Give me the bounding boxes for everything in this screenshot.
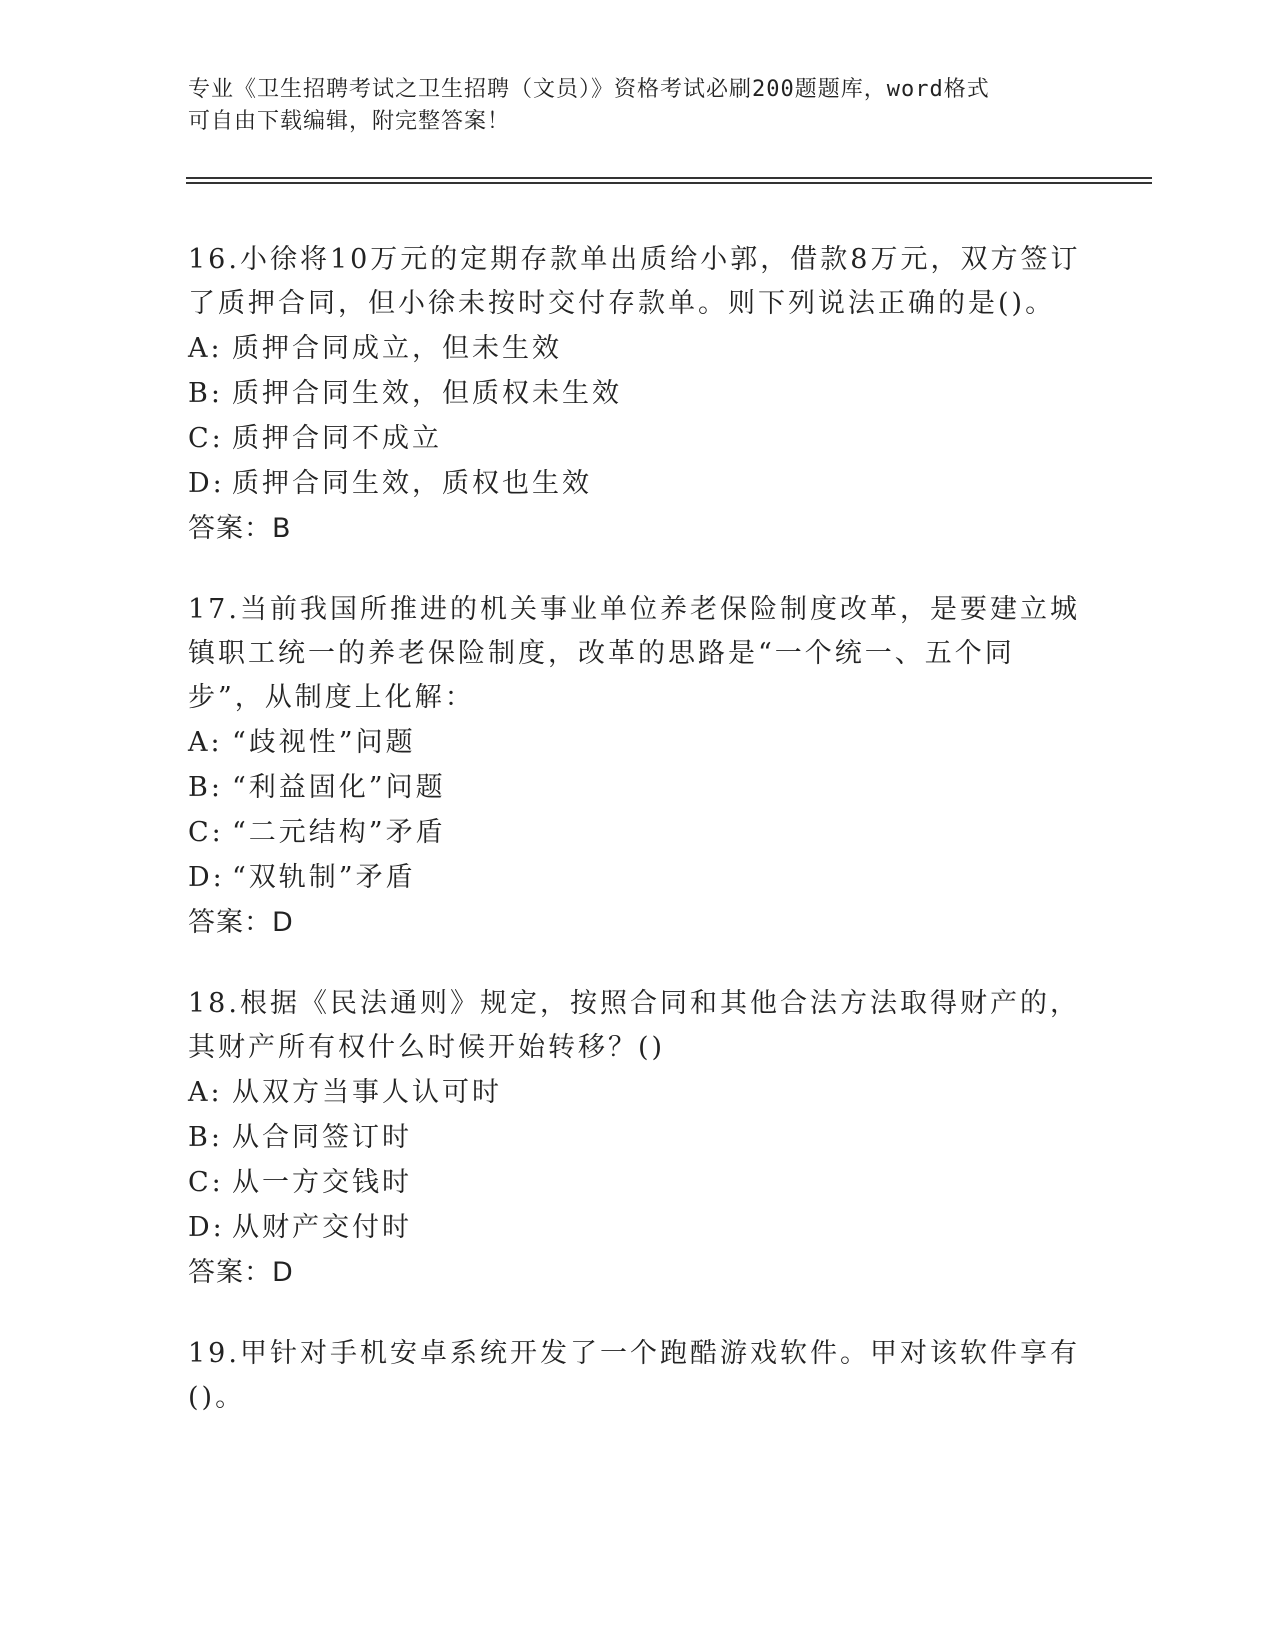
question-19 [188,1332,1088,1420]
option-text: “二元结构”矛盾 [232,817,446,848]
question-18 [188,982,1088,1295]
question-text: 16.小徐将10万元的定期存款单出质给小郭，借款8万元，双方签订了质押合同，但小徐未按时交付存款单。则下列说法正确的是()。 [188,244,1081,319]
option-text: 质押合同成立，但未生效 [232,333,562,364]
option-letter: D: [188,862,225,893]
option-text: “利益固化”问题 [232,772,446,803]
question-text: 17.当前我国所推进的机关事业单位养老保险制度改革，是要建立城镇职工统一的养老保险制度，改革的思路是“一个统一、五个同步”，从制度上化解： [188,594,1080,713]
question-list [188,238,1088,1457]
document-header [188,74,1088,138]
option-letter: C: [188,423,224,454]
option-letter: A: [188,727,223,758]
option-d [188,461,1088,506]
option-d [188,855,1088,900]
option-letter: B: [188,1122,223,1153]
header-line-1: 专业《卫生招聘考试之卫生招聘（文员）》资格考试必刷200题题库，word格式 [188,77,990,102]
option-letter: A: [188,1077,223,1108]
header-divider-bottom [186,182,1152,184]
option-b [188,1115,1088,1160]
option-text: “双轨制”矛盾 [232,862,416,893]
answer: 答案：D [188,907,294,938]
option-letter: C: [188,1167,224,1198]
option-text: 质押合同不成立 [232,423,442,454]
option-text: 从一方交钱时 [232,1167,412,1198]
option-letter: D: [188,1212,225,1243]
option-letter: B: [188,772,223,803]
option-c [188,810,1088,855]
answer: 答案：D [188,1257,294,1288]
option-text: 从财产交付时 [232,1212,412,1243]
answer: 答案：B [188,513,292,544]
option-letter: B: [188,378,223,409]
option-a [188,326,1088,371]
option-a [188,720,1088,765]
option-c [188,1160,1088,1205]
question-text: 19.甲针对手机安卓系统开发了一个跑酷游戏软件。甲对该软件享有()。 [188,1338,1080,1413]
option-letter: C: [188,817,224,848]
option-text: 从双方当事人认可时 [232,1077,502,1108]
option-b [188,765,1088,810]
question-text: 18.根据《民法通则》规定，按照合同和其他合法方法取得财产的，其财产所有权什么时候开始转移？() [188,988,1080,1063]
option-letter: A: [188,333,223,364]
header-divider-top [186,177,1152,179]
option-text: 质押合同生效，质权也生效 [232,468,592,499]
option-a [188,1070,1088,1115]
option-c [188,416,1088,461]
option-text: “歧视性”问题 [232,727,416,758]
option-letter: D: [188,468,225,499]
option-d [188,1205,1088,1250]
question-16 [188,238,1088,551]
option-text: 从合同签订时 [232,1122,412,1153]
header-line-2: 可自由下载编辑，附完整答案！ [188,109,511,134]
option-b [188,371,1088,416]
question-17 [188,588,1088,945]
option-text: 质押合同生效，但质权未生效 [232,378,622,409]
